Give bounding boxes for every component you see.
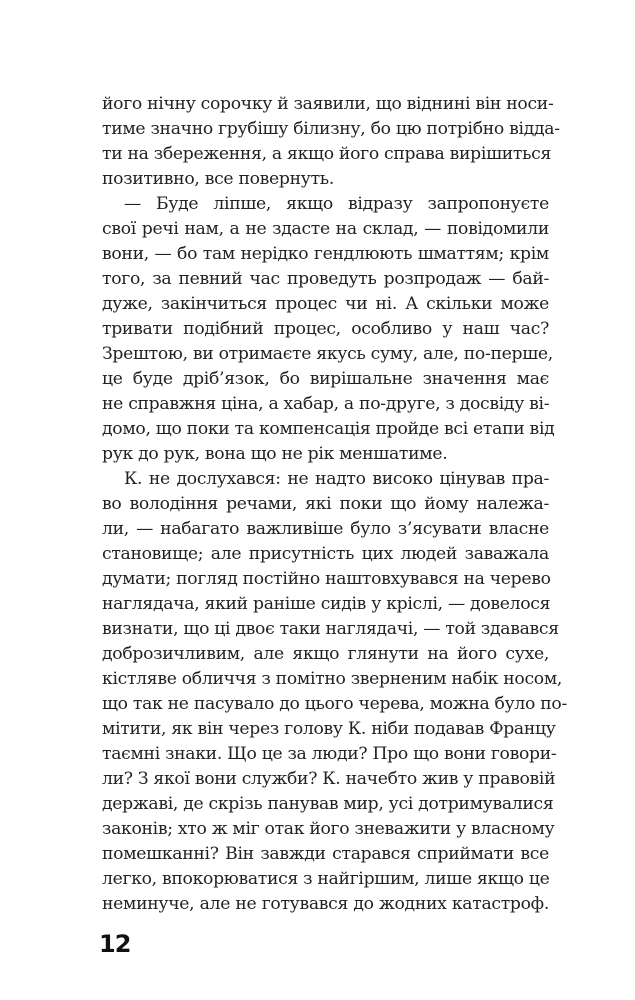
text-line: ли, — набагато важливіше було з’ясувати власне bbox=[102, 519, 549, 539]
text-line: Зрештою, ви отримаєте якусь суму, але, по-перше, bbox=[102, 344, 553, 364]
text-line: свої речі нам, а не здасте на склад, — повідомили bbox=[102, 219, 549, 239]
text-line: позитивно, все повернуть. bbox=[102, 169, 334, 189]
text-line: це буде дріб’язок, бо вирішальне значення має bbox=[102, 369, 549, 389]
text-line: К. не дослухався: не надто високо цінував пра- bbox=[124, 469, 549, 489]
text-line: не справжня ціна, а хабар, а по-друге, з досвіду ві- bbox=[102, 394, 550, 414]
paragraph bbox=[102, 467, 567, 917]
text-line: рук до рук, вона що не рік меншатиме. bbox=[102, 444, 448, 464]
text-line: таємні знаки. Що це за люди? Про що вони говори- bbox=[102, 744, 557, 764]
page-number: 12 bbox=[99, 930, 131, 958]
text-line: во володіння речами, які поки що йому належа- bbox=[102, 494, 549, 514]
text-line: легко, впокорюватися з найгіршим, лише якщо це bbox=[102, 869, 550, 889]
text-line: вони, — бо там нерідко гендлюють шматтям; крім bbox=[102, 244, 549, 264]
text-line: ли? З якої вони служби? К. начебто жив у правовій bbox=[102, 769, 556, 789]
text-line: домо, що поки та компенсація пройде всі етапи від bbox=[102, 419, 555, 439]
paragraph bbox=[102, 92, 560, 192]
text-line: помешканні? Він завжди старався сприймати все bbox=[102, 844, 549, 864]
text-line: доброзичливим, але якщо глянути на його сухе, bbox=[102, 644, 549, 664]
text-line: кістляве обличчя з помітно зверненим набік носом, bbox=[102, 669, 563, 689]
text-line: дуже, закінчиться процес чи ні. А скільки може bbox=[102, 294, 549, 314]
text-line: тривати подібний процес, особливо у наш час? bbox=[102, 319, 549, 339]
text-line: — Буде ліпше, якщо відразу запропонуєте bbox=[124, 194, 549, 214]
text-line: державі, де скрізь панував мир, усі дотримувалися bbox=[102, 794, 554, 814]
text-line: неминуче, але не готувався до жодних катастроф. bbox=[102, 894, 549, 914]
text-line: становище; але присутність цих людей заважала bbox=[102, 544, 549, 564]
text-line: думати; погляд постійно наштовхувався на черево bbox=[102, 569, 551, 589]
text-line: його нічну сорочку й заявили, що віднині він носи- bbox=[102, 94, 554, 114]
body-text bbox=[102, 92, 567, 917]
text-line: ти на збереження, а якщо його справа вирішиться bbox=[102, 144, 552, 164]
text-line: тиме значно грубішу білизну, бо цю потрібно відда- bbox=[102, 119, 560, 139]
text-line: того, за певний час проведуть розпродаж — бай- bbox=[102, 269, 549, 289]
paragraph bbox=[102, 192, 555, 467]
text-line: визнати, що ці двоє таки наглядачі, — той здавався bbox=[102, 619, 559, 639]
text-line: законів; хто ж міг отак його зневажити у власному bbox=[102, 819, 555, 839]
text-line: мітити, як він через голову К. ніби подавав Францу bbox=[102, 719, 556, 739]
text-line: що так не пасувало до цього черева, можна було по- bbox=[102, 694, 567, 714]
text-line: наглядача, який раніше сидів у кріслі, — довелося bbox=[102, 594, 551, 614]
